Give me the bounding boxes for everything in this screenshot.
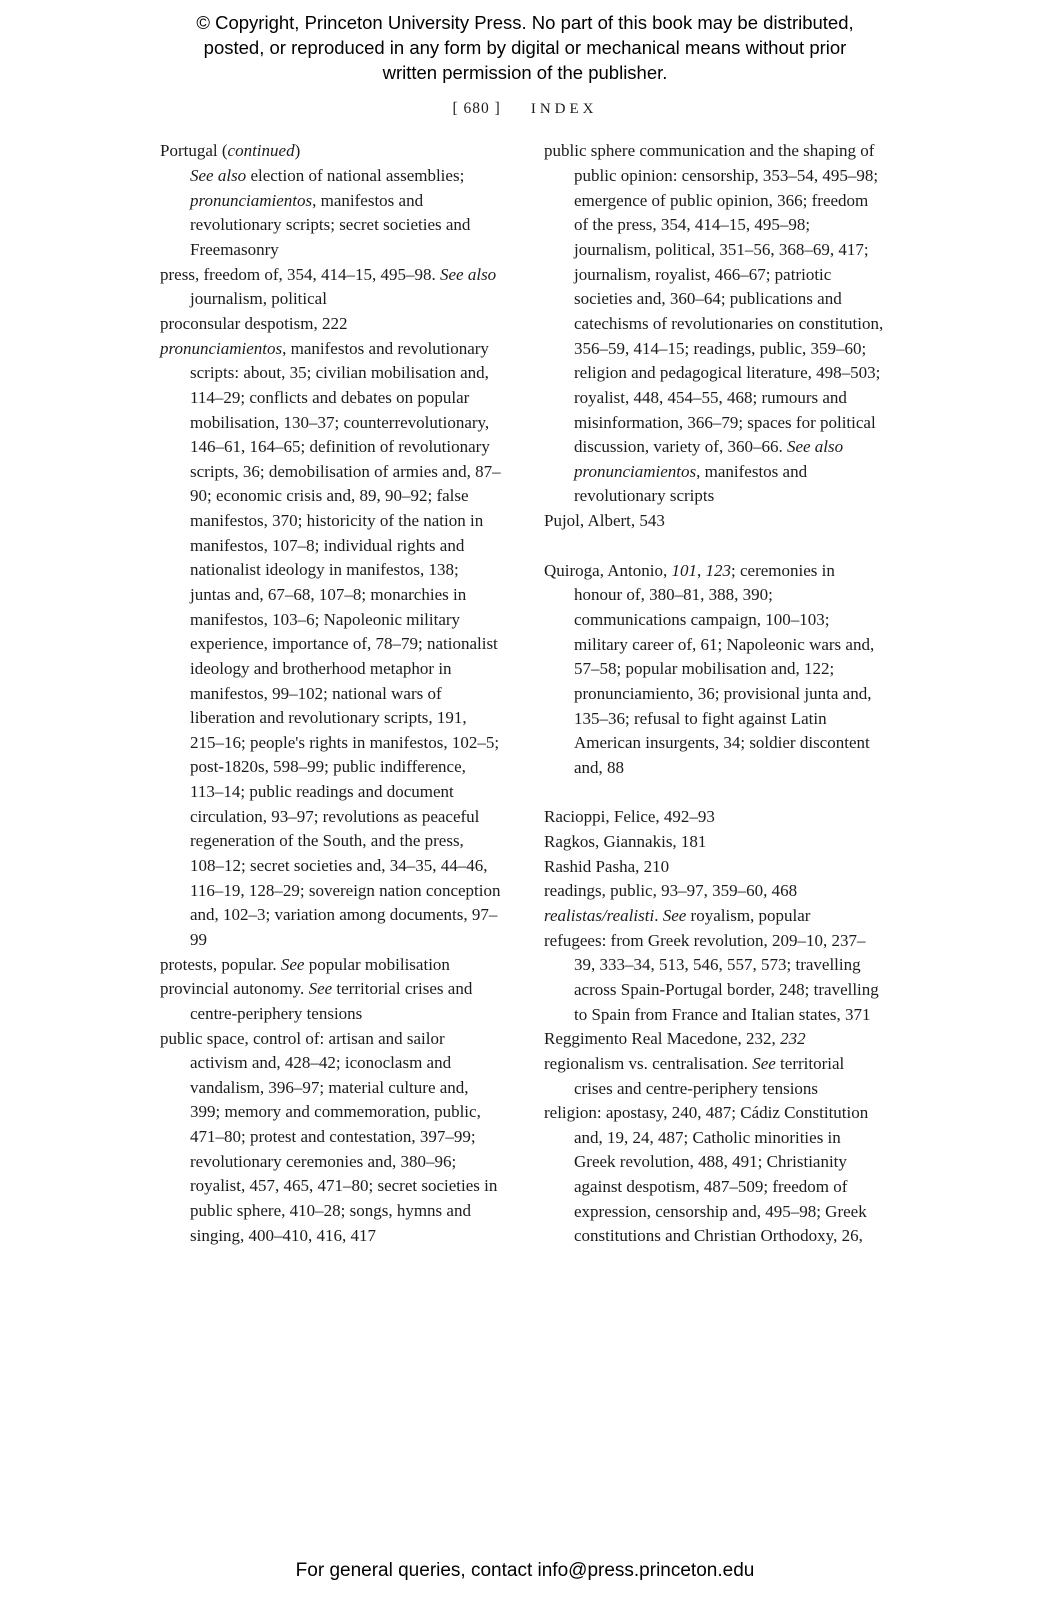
page-number: [ 680 ] [452,100,501,118]
book-page [0,10,1050,1610]
index-column-right [544,139,885,1249]
index-entry: refugees: from Greek revolution, 209–10, 237–39, 333–34, 513, 546, 557, 573; travelling across Spain-Portugal border, 248; travelling to Spain from France and Italian states, 371 [544,930,879,1024]
index-entry: Ragkos, Giannakis, 181 [544,832,707,852]
index-column-left [160,139,501,1249]
index-entry: readings, public, 93–97, 359–60, 468 [544,881,798,901]
page-header [0,100,1050,118]
index-entry: public sphere communication and the shaping of public opinion: censorship, 353–54, 495–98; emergence of public opinion, 366; freedom of the press, 354, 414–15, 495–98; journalism, political, 351–56, 368–69, 417; journalism, royalist, 466–67; patriotic societies and, 360–64; publications and catechisms of revolutionaries on constitution, 356–59, 414–15; readings, public, 359–60; religion and pedagogical literature, 498–503; royalist, 448, 454–55, 468; rumours and misinformation, 366–79; spaces for political discussion, variety of, 360–66. See also pronunciamientos, manifestos and revolutionary scripts [544,141,884,506]
index-title: INDEX [530,101,598,118]
copyright-notice: © Copyright, Princeton University Press. No part of this book may be distributed, posted, or reproduced in any form by digital or mechanical means without prior written permission of the publisher. [196,12,854,84]
index-entry: provincial autonomy. See territorial crises and centre-periphery tensions [160,979,473,1023]
index-entry: Pujol, Albert, 543 [544,511,665,531]
index-entry: See also election of national assemblies; pronunciamientos, manifestos and revolutionary scripts; secret societies and Freemasonry [190,166,471,260]
index-entry: proconsular despotism, 222 [160,313,348,333]
index-entry: Racioppi, Felice, 492–93 [544,807,715,827]
index-entry: realistas/realisti. See royalism, popular [544,906,811,926]
index-entry: regionalism vs. centralisation. See territorial crises and centre-periphery tensions [544,1053,845,1098]
index-entry: religion: apostasy, 240, 487; Cádiz Constitution and, 19, 24, 487; Catholic minorities in Greek revolution, 488, 491; Christianity against despotism, 487–509; freedom of expression, censorship and, 495–98; Greek constitutions and Christian Orthodoxy, 26, [544,1103,869,1246]
footer-contact: For general queries, contact info@press.princeton.edu [295,1560,755,1581]
index-entry: Rashid Pasha, 210 [544,856,670,876]
index-entry: Portugal (continued) [160,141,301,161]
index-entry: protests, popular. See popular mobilisation [160,954,450,974]
index-columns [0,118,1050,1249]
index-entry: pronunciamientos, manifestos and revolutionary scripts: about, 35; civilian mobilisation and, 114–29; conflicts and debates on popular mobilisation, 130–37; counterrevolutionary, 146–61, 164–65; definition of revolutionary scripts, 36; demobilisation of armies and, 87–90; economic crisis and, 89, 90–92; false manifestos, 370; historicity of the nation in manifestos, 107–8; individual rights and nationalist ideology in manifestos, 138; juntas and, 67–68, 107–8; monarchies in manifestos, 103–6; Napoleonic military experience, importance of, 78–79; nationalist ideology and brotherhood metaphor in manifestos, 99–102; national wars of liberation and revolutionary scripts, 191, 215–16; people's rights in manifestos, 102–5; post-1820s, 598–99; public indifference, 113–14; public readings and document circulation, 93–97; revolutions as peaceful regeneration of the South, and the press, 108–12; secret societies and, 34–35, 44–46, 116–19, 128–29; sovereign nation conception and, 102–3; variation among documents, 97–99 [160,338,501,949]
index-entry: Reggimento Real Macedone, 232, 232 [544,1029,806,1049]
index-entry: press, freedom of, 354, 414–15, 495–98. See also journalism, political [160,264,497,309]
index-entry: Quiroga, Antonio, 101, 123; ceremonies in honour of, 380–81, 388, 390; communications campaign, 100–103; military career of, 61; Napoleonic wars and, 57–58; popular mobilisation and, 122; pronunciamiento, 36; provisional junta and, 135–36; refusal to fight against Latin American insurgents, 34; soldier discontent and, 88 [544,560,875,777]
index-entry: public space, control of: artisan and sailor activism and, 428–42; iconoclasm and vandalism, 396–97; material culture and, 399; memory and commemoration, public, 471–80; protest and contestation, 397–99; revolutionary ceremonies and, 380–96; royalist, 457, 465, 471–80; secret societies in public sphere, 410–28; songs, hymns and singing, 400–410, 416, 417 [160,1028,498,1245]
